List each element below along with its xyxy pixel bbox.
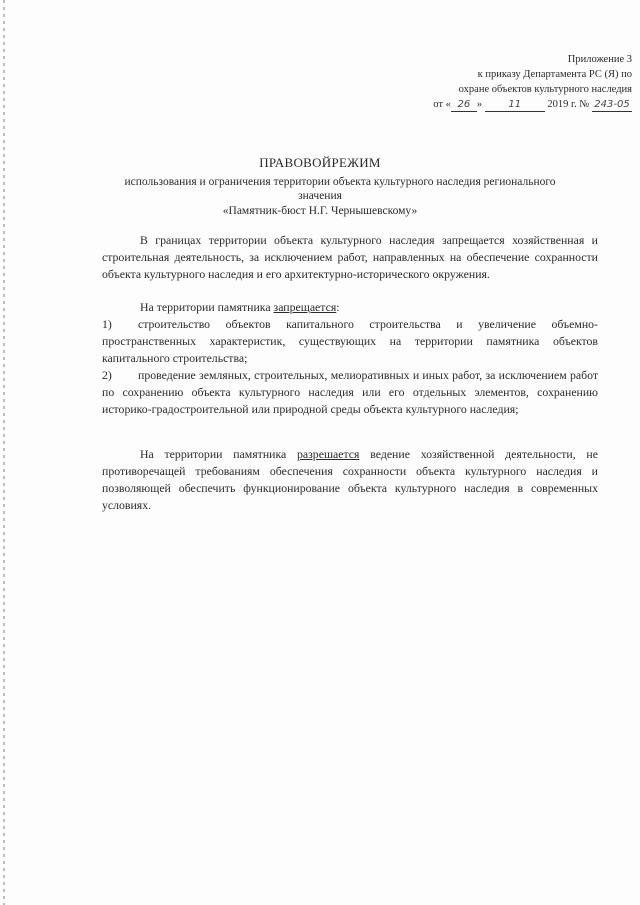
paragraph-prohibited-heading (102, 299, 598, 316)
appendix-line-2: к приказу Департамента РС (Я) по (477, 69, 632, 80)
appendix-order-line (433, 97, 632, 112)
paragraph-permitted (102, 446, 598, 514)
order-number: 243-05 (592, 99, 632, 112)
appendix-header (433, 52, 632, 112)
permitted-prefix: На территории памятника (140, 447, 298, 461)
scan-edge-artifact (3, 0, 5, 905)
list-item-2 (102, 367, 598, 418)
order-date-prefix: от « (433, 99, 451, 110)
prohibited-heading-prefix: На территории памятника (140, 300, 274, 314)
prohibited-heading-suffix: : (336, 300, 340, 314)
list-item-1-number: 1) (102, 317, 112, 331)
list-item-2-number: 2) (102, 368, 112, 382)
order-quote-close: » (476, 99, 483, 110)
document-title: ПРАВОВОЙРЕЖИМ (259, 155, 381, 170)
paragraph-prohibition: В границах территории объекта культурного наследия запрещается хозяйственная и строительная деятельность, за исключением работ, направленных на обеспечение сохранности объекта культурного наследия и его архитектурно-исторического окружения. (102, 233, 598, 281)
list-item-1-text: строительство объектов капитального строительства и увеличение объемно-пространственных характеристик, существующих на территории памятника объектов капитального строительства; (102, 317, 598, 365)
order-day: 26 (451, 99, 477, 112)
subtitle-line-3: «Памятник-бюст Н.Г. Чернышевскому» (222, 205, 418, 217)
list-item-1 (102, 316, 598, 367)
appendix-line-3: охране объектов культурного наследия (458, 84, 632, 95)
prohibited-keyword: запрещается (273, 300, 337, 314)
list-item-2-text: проведение земляных, строительных, мелиоративных и иных работ, за исключением работ по сохранению объекта культурного наследия или его отдельных элементов, сохранению историко-градостроительной или природной среды объекта культурного наследия; (102, 368, 598, 416)
permitted-keyword: разрешается (297, 447, 360, 461)
subtitle-line-1: использования и ограничения территории объекта культурного наследия регионального (124, 176, 556, 188)
subtitle-line-2: значения (298, 190, 342, 202)
order-month: 11 (485, 99, 545, 112)
permitted-text: ведение хозяйственной деятельности, не противоречащей требованиям обеспечения сохранности объекта культурного наследия и позволяющей обеспечить функционирование объекта культурного наследия в современных условиях. (102, 447, 598, 512)
order-year: 2019 г. № (547, 99, 590, 110)
appendix-line-1: Приложение 3 (567, 54, 632, 65)
